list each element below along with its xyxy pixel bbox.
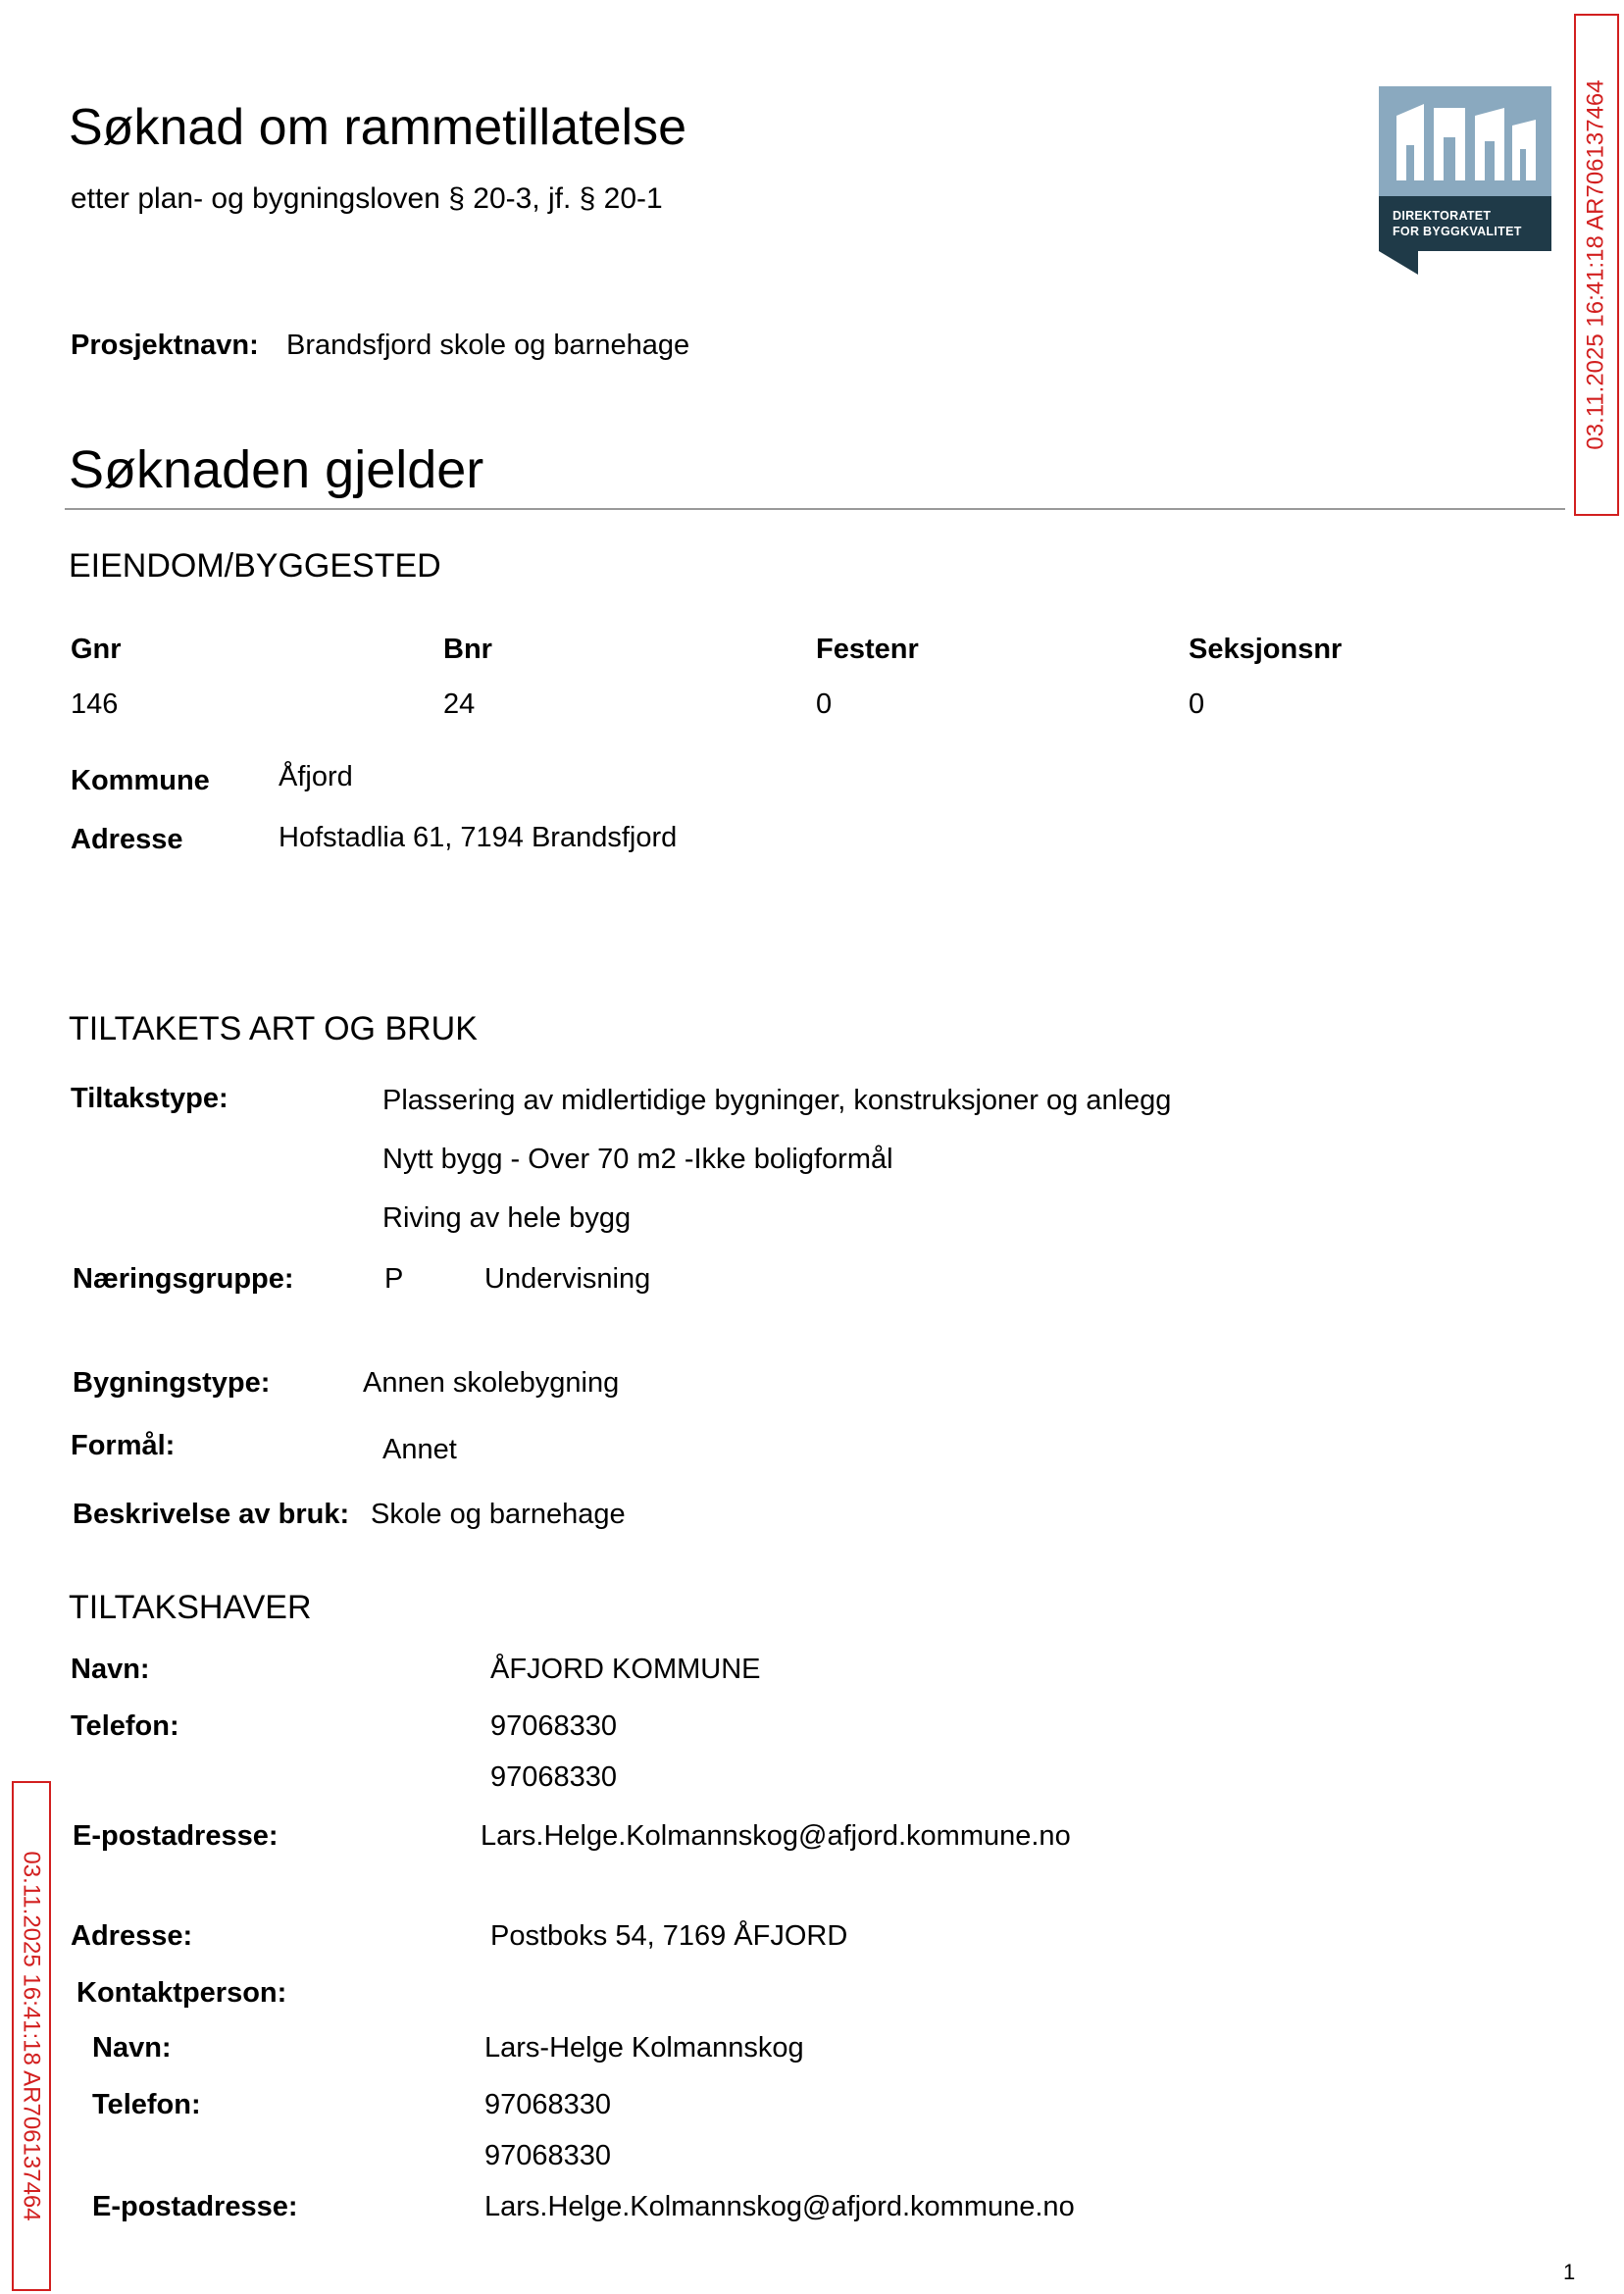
tiltakshaver-telefon-value-1: 97068330 bbox=[490, 1710, 618, 1742]
tiltakstype-value-1: Plassering av midlertidige bygninger, konstruksjoner og anlegg bbox=[382, 1085, 1172, 1116]
formal-label: Formål: bbox=[71, 1430, 176, 1461]
document-subtitle: etter plan- og bygningsloven § 20-3, jf. § 20-1 bbox=[71, 182, 663, 215]
kontaktperson-label: Kontaktperson: bbox=[76, 1977, 287, 2009]
naeringsgruppe-label: Næringsgruppe: bbox=[73, 1263, 294, 1295]
tiltakshaver-telefon-value-2: 97068330 bbox=[490, 1761, 618, 1793]
tiltakshaver-navn-label: Navn: bbox=[71, 1654, 150, 1685]
dibk-logo-icon bbox=[1379, 86, 1551, 275]
stamp-top bbox=[1574, 14, 1619, 516]
property-heading: EIENDOM/BYGGESTED bbox=[69, 547, 441, 585]
adresse-label: Adresse bbox=[71, 824, 183, 855]
logo-line-2: FOR BYGGKVALITET bbox=[1393, 225, 1522, 238]
naeringsgruppe-value: Undervisning bbox=[484, 1263, 651, 1295]
festenr-label: Festenr bbox=[816, 634, 919, 665]
kontakt-navn-value: Lars-Helge Kolmannskog bbox=[484, 2032, 804, 2064]
formal-value: Annet bbox=[382, 1434, 457, 1465]
seksjonsnr-value: 0 bbox=[1189, 688, 1205, 720]
tiltakshaver-navn-value: ÅFJORD KOMMUNE bbox=[490, 1654, 761, 1685]
kommune-value: Åfjord bbox=[279, 761, 353, 792]
kontakt-telefon-value-1: 97068330 bbox=[484, 2089, 612, 2120]
bruk-value: Skole og barnehage bbox=[371, 1499, 626, 1530]
logo-text bbox=[1393, 208, 1522, 239]
bygningstype-label: Bygningstype: bbox=[73, 1367, 271, 1399]
tiltakshaver-adresse-label: Adresse: bbox=[71, 1920, 193, 1952]
festenr-value: 0 bbox=[816, 688, 833, 720]
naeringsgruppe-code: P bbox=[384, 1263, 404, 1295]
tiltakshaver-heading: TILTAKSHAVER bbox=[69, 1589, 312, 1626]
stamp-top-text: 03.11.2025 16:41:18 AR706137464 bbox=[1583, 79, 1609, 450]
page-number: 1 bbox=[1563, 2260, 1576, 2284]
section-heading: Søknaden gjelder bbox=[69, 440, 484, 499]
section-divider bbox=[65, 508, 1565, 510]
kontakt-telefon-label: Telefon: bbox=[92, 2089, 201, 2120]
tiltakstype-label: Tiltakstype: bbox=[71, 1083, 228, 1114]
bruk-label: Beskrivelse av bruk: bbox=[73, 1499, 350, 1530]
bnr-value: 24 bbox=[443, 688, 476, 720]
logo-line-1: DIREKTORATET bbox=[1393, 209, 1492, 223]
seksjonsnr-label: Seksjonsnr bbox=[1189, 634, 1343, 665]
stamp-bottom bbox=[12, 1781, 51, 2291]
bygningstype-value: Annen skolebygning bbox=[363, 1367, 620, 1399]
document-title: Søknad om rammetillatelse bbox=[69, 99, 686, 156]
project-value: Brandsfjord skole og barnehage bbox=[286, 330, 690, 361]
tiltakstype-value-2: Nytt bygg - Over 70 m2 -Ikke boligformål bbox=[382, 1144, 893, 1175]
tiltakshaver-epost-label: E-postadresse: bbox=[73, 1820, 279, 1852]
gnr-label: Gnr bbox=[71, 634, 122, 665]
tiltakstype-value-3: Riving av hele bygg bbox=[382, 1202, 632, 1234]
tiltakshaver-epost-value: Lars.Helge.Kolmannskog@afjord.kommune.no bbox=[481, 1820, 1071, 1852]
tiltak-heading: TILTAKETS ART OG BRUK bbox=[69, 1010, 478, 1047]
bnr-label: Bnr bbox=[443, 634, 492, 665]
tiltakshaver-adresse-value: Postboks 54, 7169 ÅFJORD bbox=[490, 1920, 848, 1952]
adresse-value: Hofstadlia 61, 7194 Brandsfjord bbox=[279, 822, 678, 853]
kontakt-epost-label: E-postadresse: bbox=[92, 2191, 298, 2222]
kontakt-telefon-value-2: 97068330 bbox=[484, 2140, 612, 2171]
project-label: Prosjektnavn: bbox=[71, 330, 259, 361]
kontakt-epost-value: Lars.Helge.Kolmannskog@afjord.kommune.no bbox=[484, 2191, 1075, 2222]
tiltakshaver-telefon-label: Telefon: bbox=[71, 1710, 179, 1742]
gnr-value: 146 bbox=[71, 688, 119, 720]
stamp-bottom-text: 03.11.2025 16:41:18 AR706137464 bbox=[19, 1851, 45, 2221]
kommune-label: Kommune bbox=[71, 765, 210, 796]
kontakt-navn-label: Navn: bbox=[92, 2032, 172, 2064]
